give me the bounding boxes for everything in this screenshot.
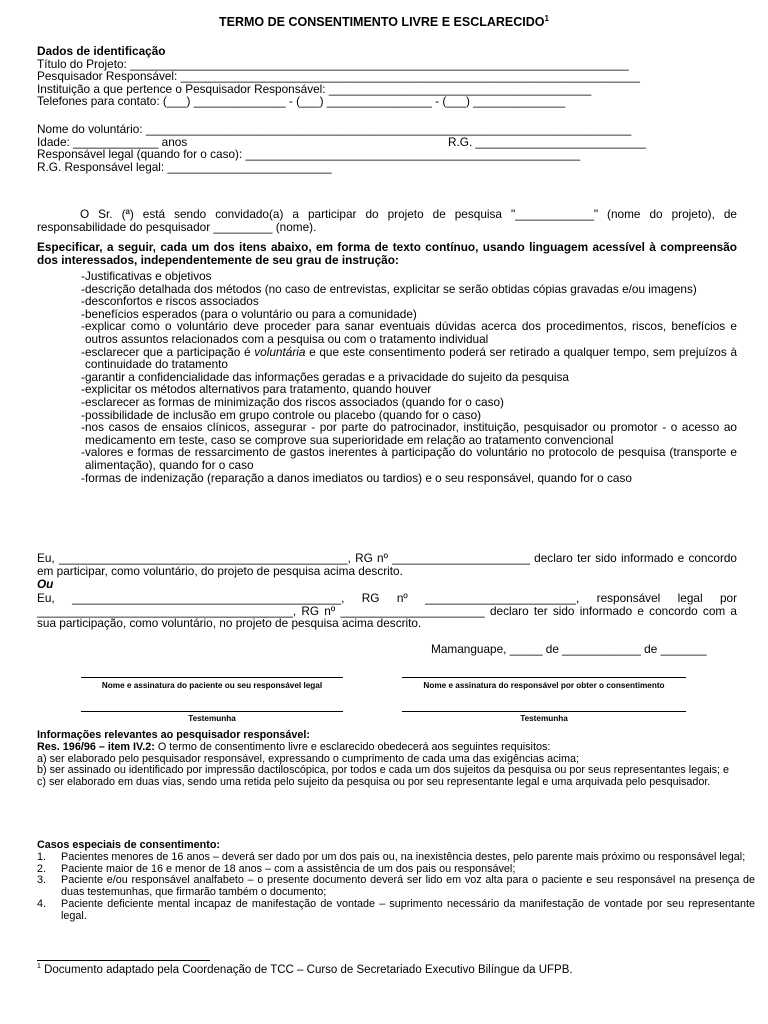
identification-heading: Dados de identificação xyxy=(37,44,166,58)
resolution-line xyxy=(37,742,755,754)
list-item: - valores e formas de ressarcimento de gastos inerentes à participação do voluntário no protocolo de pesquisa (transporte e alimentação), quando for o caso xyxy=(81,445,737,472)
phones-line: Telefones para contato: (___) ______________ - (___) ________________ - (___) ______________ xyxy=(37,94,566,109)
special-cases-heading: Casos especiais de consentimento: xyxy=(37,839,221,851)
list-item: - garantir a confidencialidade das informações geradas e a privacidade do sujeito da pesquisa xyxy=(81,369,569,384)
list-item: - descrição detalhada dos métodos (no caso de entrevistas, explicitar se serão obtidas cópias gravadas e/ou imagens) xyxy=(81,281,697,296)
title-footnote-ref: 1 xyxy=(544,14,549,23)
special-cases-list xyxy=(37,852,755,923)
or-separator: Ou xyxy=(37,577,54,591)
witness1-label: Testemunha xyxy=(188,714,236,723)
resolution-text: O termo de consentimento livre e esclarecido obedecerá aos seguintes requisitos: xyxy=(154,740,551,753)
document-title xyxy=(0,14,768,29)
rg-line: R.G. __________________________ xyxy=(448,134,647,149)
list-item: 2. Paciente maior de 16 e menor de 18 anos – com a assistência de um dos pais ou responsável; xyxy=(37,862,516,875)
project-title-line: Título do Projeto: ____________________________________________________________________________ xyxy=(37,56,629,71)
list-item: - explicar como o voluntário deve proceder para sanar eventuais dúvidas acerca dos procedimentos, riscos, benefícios e outros assuntos relacionados com a pesquisa ou com o tratamento individual xyxy=(81,319,737,346)
list-item: - nos casos de ensaios clínicos, assegurar - por parte do patrocinador, instituição, pesquisador ou promotor - o acesso ao medicamento em teste, caso se comprove sua superioridade em relação ao tratamento convencional xyxy=(81,420,737,447)
place-date-line: Mamanguape, _____ de ____________ de _______ xyxy=(431,642,707,656)
list-item: - formas de indenização (reparação a danos imediatos ou tardios) e o seu responsável, quando for o caso xyxy=(81,470,632,485)
age-rg-row xyxy=(37,136,737,149)
list-item: - explicitar os métodos alternativos para tratamento, quando houver xyxy=(81,382,432,397)
witness1-signature-line xyxy=(81,711,343,712)
declaration-guardian: Eu, _________________________________________, RG nº _______________________, responsável legal por _______________________________________, RG nº ______________________ declaro ter sido informado e concordo com a sua participação, como voluntário, no projeto de pesquisa acima descrito. xyxy=(37,591,737,631)
items-list xyxy=(37,270,737,484)
legal-guardian-rg-line: R.G. Responsável legal: _________________________ xyxy=(37,159,332,174)
requirement-a: a) ser elaborado pelo pesquisador responsável, expressando o cumprimento de cada uma das exigências acima; xyxy=(37,752,579,765)
list-item: - desconfortos e riscos associados xyxy=(81,294,259,309)
researcher-signature-label: Nome e assinatura do responsável por obter o consentimento xyxy=(423,681,665,690)
resolution-ref: Res. 196/96 – item IV.2: xyxy=(37,740,155,753)
footnote xyxy=(37,963,573,976)
list-item: - benefícios esperados (para o voluntário ou para a comunidade) xyxy=(81,306,417,321)
list-item: - esclarecer as formas de minimização dos riscos associados (quando for o caso) xyxy=(81,394,504,409)
list-item: 1. Pacientes menores de 16 anos – deverá ser dado por um dos pais ou, na inexistência destes, pelo parente mais próximo ou responsável legal; xyxy=(37,850,746,863)
patient-signature-line xyxy=(81,677,343,678)
volunteer-section xyxy=(37,123,737,173)
specify-instructions: Especificar, a seguir, cada um dos itens abaixo, em forma de texto contínuo, usando linguagem acessível à compreensão dos interessados, independentemente de seu grau de instrução: xyxy=(37,240,737,267)
items-list-container xyxy=(37,270,737,484)
researcher-signature-line xyxy=(402,677,686,678)
footnote-ref: 1 xyxy=(37,963,41,970)
title-text: TERMO DE CONSENTIMENTO LIVRE E ESCLARECIDO xyxy=(219,15,545,30)
researcher-info-section xyxy=(37,730,755,789)
witness2-signature-line xyxy=(402,711,686,712)
patient-signature-label: Nome e assinatura do paciente ou seu responsável legal xyxy=(101,681,323,690)
list-item: - possibilidade de inclusão em grupo controle ou placebo (quando for o caso) xyxy=(81,407,482,422)
list-item: - Justificativas e objetivos xyxy=(81,269,212,283)
researcher-line: Pesquisador Responsável: ______________________________________________________________________ xyxy=(37,69,640,84)
witness2-label: Testemunha xyxy=(520,714,568,723)
volunteer-name-line: Nome do voluntário: __________________________________________________________________________ xyxy=(37,122,632,136)
legal-guardian-line: Responsável legal (quando for o caso): ___________________________________________________ xyxy=(37,147,581,162)
requirement-b: b) ser assinado ou identificado por impressão dactiloscópica, por todos e cada um dos sujeitos da pesquisa ou por seus representantes legais; e xyxy=(37,764,730,777)
institution-line: Instituição a que pertence o Pesquisador Responsável: ________________________________________ xyxy=(37,81,592,96)
special-cases-section xyxy=(37,840,755,923)
list-item: - esclarecer que a participação é voluntária e que este consentimento poderá ser retirado a qualquer tempo, sem prejuízos à continuidade do tratamento xyxy=(81,344,738,372)
declaration-volunteer: Eu, ____________________________________________, RG nº _____________________ declaro ter sido informado e concordo em participar, como voluntário, do projeto de pesquisa acima descrito. xyxy=(37,551,737,578)
footnote-text: Documento adaptado pela Coordenação de TCC – Curso de Secretariado Executivo Bilíngue da UFPB. xyxy=(40,963,573,976)
requirement-c: c) ser elaborado em duas vias, sendo uma retida pelo sujeito da pesquisa ou por seu representante legal e uma arquivada pelo pesquisador. xyxy=(37,776,711,789)
info-heading: Informações relevantes ao pesquisador responsável: xyxy=(37,729,311,741)
intro-paragraph: O Sr. (ª) está sendo convidado(a) a participar do projeto de pesquisa "____________" (nome do projeto), de responsabilidade do pesquisador _________ (nome). xyxy=(37,207,737,234)
footnote-separator xyxy=(37,960,210,961)
list-item: 4. Paciente deficiente mental incapaz de manifestação de vontade – suprimento necessário da manifestação de vontade por seu representante legal. xyxy=(37,897,755,922)
age-line: Idade: _____________ anos xyxy=(37,134,188,149)
list-item: 3. Paciente e/ou responsável analfabeto – o presente documento deverá ser lido em voz alta para o paciente e seu responsável na presença de duas testemunhas, que firmarão também o documento; xyxy=(37,874,755,899)
identification-section xyxy=(37,45,737,108)
